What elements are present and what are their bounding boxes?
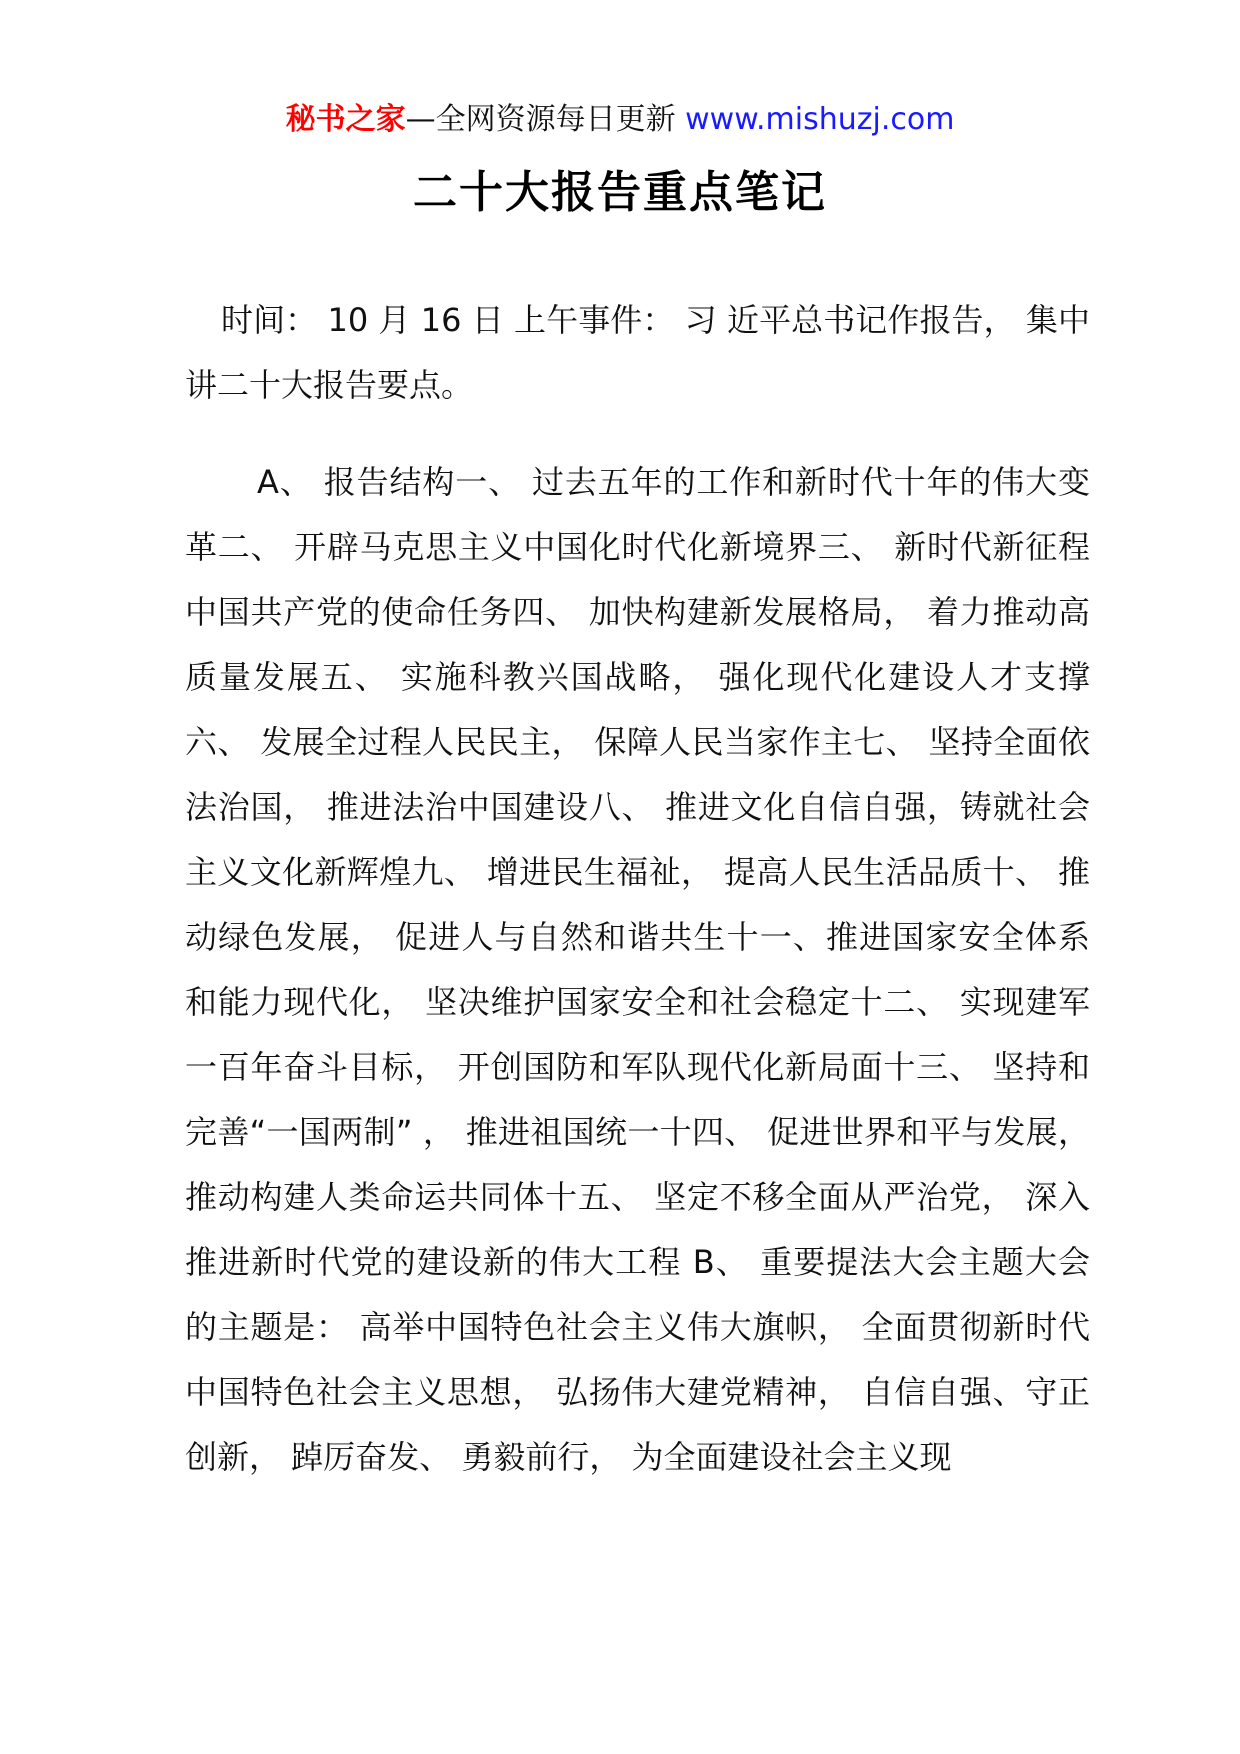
site-header — [0, 100, 1240, 140]
paragraph-report-structure: A、 报告结构一、 过去五年的工作和新时代十年的伟大变革二、 开辟马克思主义中国化时代化新境界三、 新时代新征程中国共产党的使命任务四、 加快构建新发展格局， 着力推动高质量发展五、 实施科教兴国战略， 强化现代化建设人才支撑六、 发展全过程人民民主， 保障人民当家作主七、 坚持全面依法治国， 推进法治中国建设八、 推进文化自信自强，铸就社会主义文化新辉煌九、 增进民生福祉， 提高人民生活品质十、 推动绿色发展， 促进人与自然和谐共生十一、推进国家安全体系和能力现代化， 坚决维护国家安全和社会稳定十二、 实现建军一百年奋斗目标， 开创国防和军队现代化新局面十三、 坚持和完善“一国两制” ， 推进祖国统一十四、 促进世界和平与发展， 推动构建人类命运共同体十五、 坚定不移全面从严治党， 深入推进新时代党的建设新的伟大工程 B、 重要提法大会主题大会的主题是： 高举中国特色社会主义伟大旗帜， 全面贯彻新时代中国特色社会主义思想， 弘扬伟大建党精神， 自信自强、守正创新， 踔厉奋发、 勇毅前行， 为全面建设社会主义现 — [185, 463, 1090, 1476]
header-tagline: —全网资源每日更新 — [405, 102, 686, 137]
paragraph-meta: 时间： 10 月 16 日 上午事件： 习 近平总书记作报告， 集中讲二十大报告要点。 — [185, 301, 1090, 404]
site-url-link[interactable]: www.mishuzj.com — [685, 102, 955, 137]
document-title: 二十大报告重点笔记 — [413, 167, 827, 218]
brand-name: 秘书之家 — [285, 102, 406, 137]
